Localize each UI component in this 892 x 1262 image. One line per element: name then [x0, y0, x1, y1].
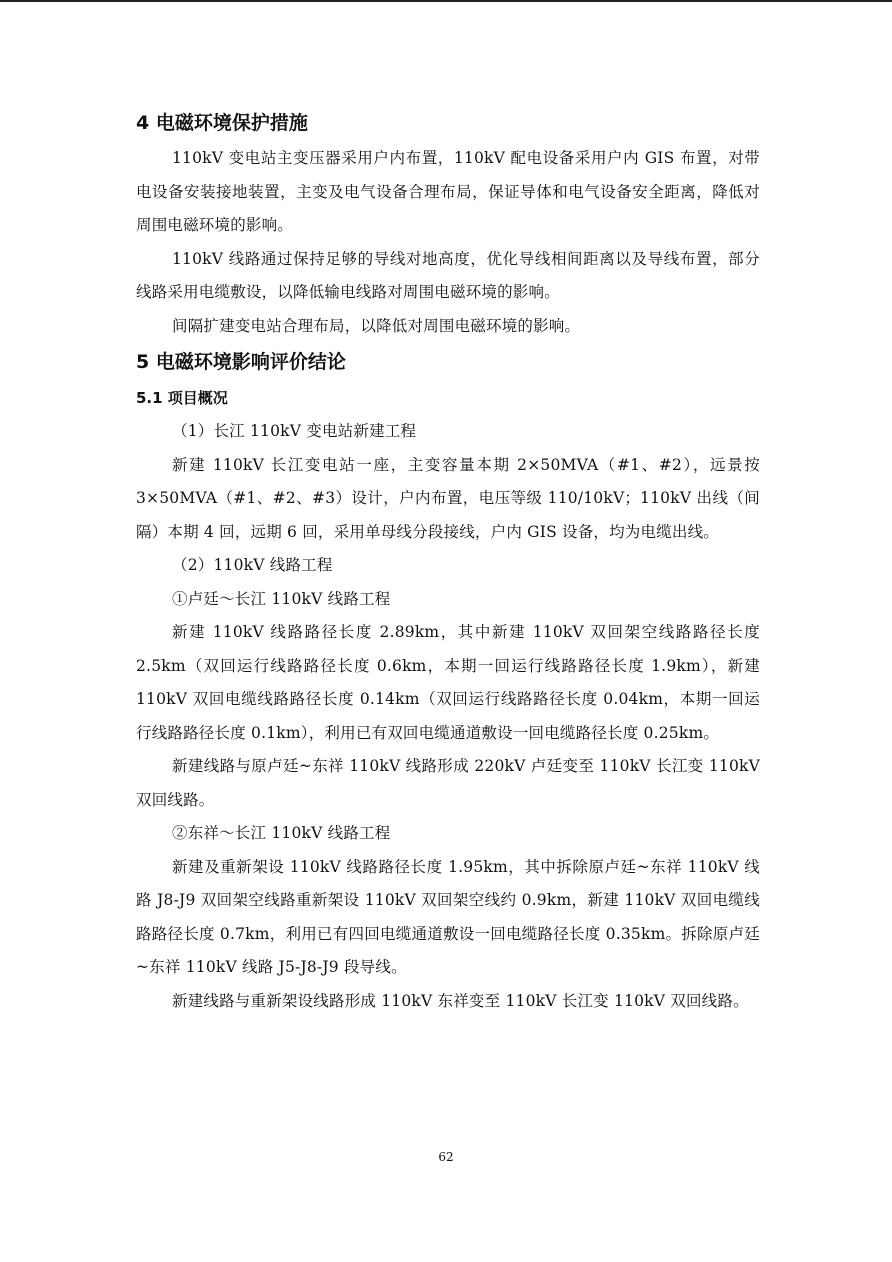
- item-1-title: （1）长江 110kV 变电站新建工程: [172, 422, 417, 440]
- item-2-title: （2）110kV 线路工程: [172, 556, 333, 574]
- item-1-paragraph: 新建 110kV 长江变电站一座，主变容量本期 2×50MVA（#1、#2），远景按 3×50MVA（#1、#2、#3）设计，户内布置，电压等级 110/10kV；110kV 出线（间隔）本期 4 回，远期 6 回，采用单母线分段接线，户内 GIS 设备，均为电缆出线。: [136, 455, 760, 541]
- item-2-sub-1-paragraph-1: 新建 110kV 线路路径长度 2.89km，其中新建 110kV 双回架空线路路径长度 2.5km（双回运行线路路径长度 0.6km，本期一回运行线路路径长度 1.9km），新建 110kV 双回电缆线路路径长度 0.14km（双回运行线路路径长度 0.04km，本期一回运行线路路径长度 0.1km），利用已有双回电缆通道敷设一回电缆路径长度 0.25km。: [136, 623, 760, 742]
- top-border-rule: [0, 0, 892, 2]
- section-5-heading: 5 电磁环境影响评价结论: [136, 351, 346, 373]
- item-2-sub-2-title: ②东祥～长江 110kV 线路工程: [172, 824, 391, 842]
- section-4-paragraph-1: 110kV 变电站主变压器采用户内布置，110kV 配电设备采用户内 GIS 布置，对带电设备安装接地装置，主变及电气设备合理布局，保证导体和电气设备安全距离，降低对周围电磁环境的影响。: [136, 149, 760, 234]
- item-2-sub-2-paragraph-2: 新建线路与重新架设线路形成 110kV 东祥变至 110kV 长江变 110kV 双回线路。: [172, 991, 749, 1010]
- section-4-paragraph-2: 110kV 线路通过保持足够的导线对地高度，优化导线相间距离以及导线布置，部分线路采用电缆敷设，以降低输电线路对周围电磁环境的影响。: [136, 249, 760, 301]
- document-body: [136, 104, 760, 1018]
- section-4-heading: 4 电磁环境保护措施: [136, 112, 308, 134]
- item-2-sub-1-paragraph-2: 新建线路与原卢廷~东祥 110kV 线路形成 220kV 卢廷变至 110kV 长江变 110kV 双回线路。: [136, 757, 760, 809]
- item-2-sub-2-paragraph-1: 新建及重新架设 110kV 线路路径长度 1.95km，其中拆除原卢廷~东祥 110kV 线路 J8-J9 双回架空线路重新架设 110kV 双回架空线约 0.9km，新建 110kV 双回电缆线路路径长度 0.7km，利用已有四回电缆通道敷设一回电缆路径长度 0.35km。拆除原卢廷~东祥 110kV 线路 J5-J8-J9 段导线。: [136, 857, 760, 976]
- section-4-paragraph-3: 间隔扩建变电站合理布局，以降低对周围电磁环境的影响。: [172, 316, 581, 335]
- item-2-sub-1-title: ①卢廷～长江 110kV 线路工程: [172, 589, 391, 608]
- page-number: 62: [438, 1150, 454, 1164]
- section-5-1-heading: 5.1 项目概况: [136, 389, 228, 407]
